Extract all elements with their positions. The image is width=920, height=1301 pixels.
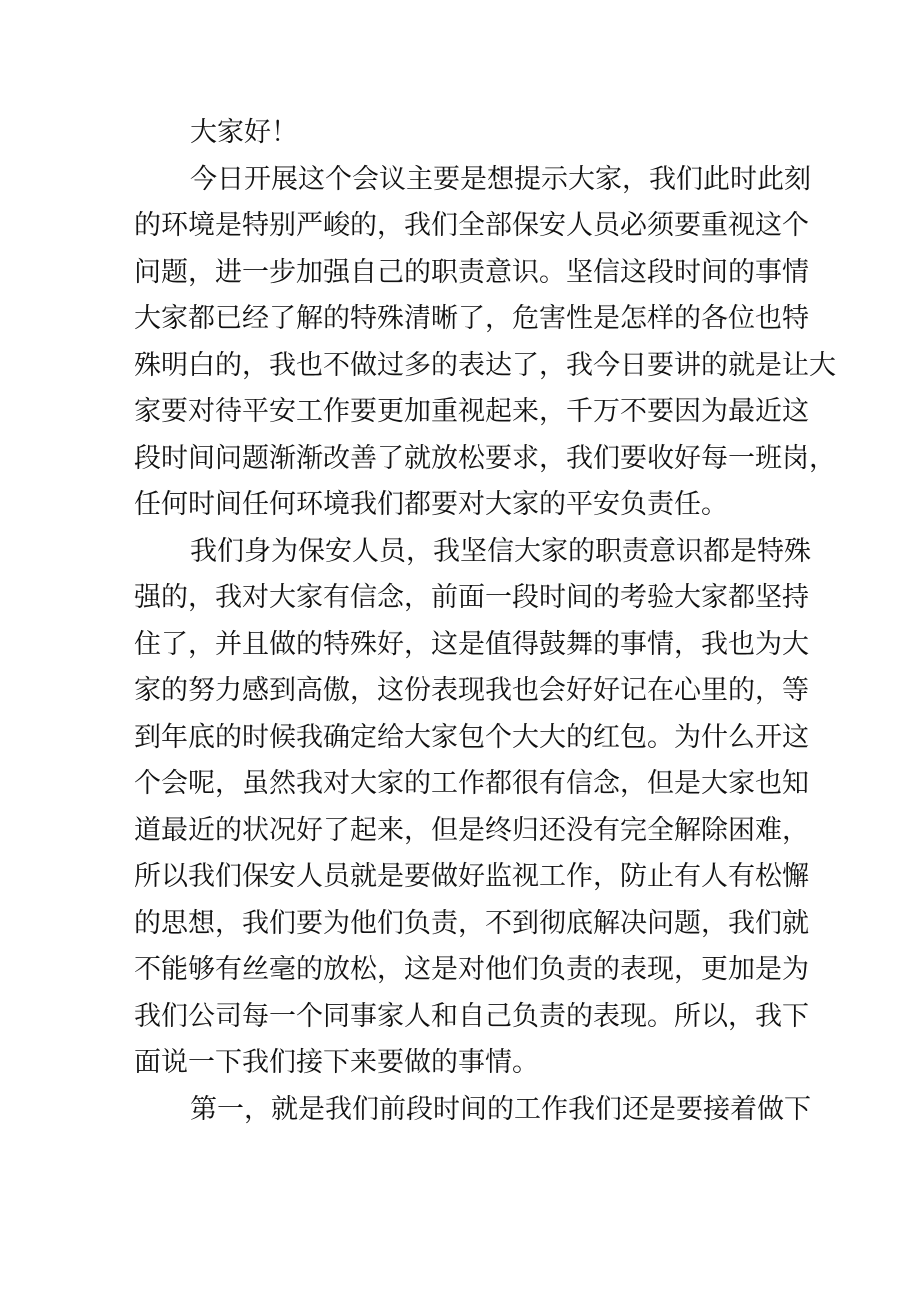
text-line: 我们身为保安人员，我坚信大家的职责意识都是特殊 <box>190 535 811 567</box>
text-line: 所以我们保安人员就是要做好监视工作，防止有人有松懈 <box>134 861 809 892</box>
text-line: 的思想，我们要为他们负责，不到彻底解决问题，我们就 <box>134 907 809 939</box>
text-line: 段时间问题渐渐改善了就放松要求，我们要收好每一班岗， <box>134 442 836 474</box>
paragraph-2 <box>134 529 811 1087</box>
text-line: 我们公司每一个同事家人和自己负责的表现。所以，我下 <box>134 1000 809 1032</box>
text-line: 到年底的时候我确定给大家包个大大的红包。为什么开这 <box>134 721 809 753</box>
text-line: 住了，并且做的特殊好，这是值得鼓舞的事情，我也为大 <box>134 628 809 660</box>
text-line: 第一，就是我们前段时间的工作我们还是要接着做下 <box>190 1093 811 1125</box>
text-line: 今日开展这个会议主要是想提示大家，我们此时此刻 <box>190 163 811 195</box>
text-line: 问题，进一步加强自己的职责意识。坚信这段时间的事情 <box>134 256 809 288</box>
text-line: 道最近的状况好了起来，但是终归还没有完全解除困难， <box>134 814 809 846</box>
text-line: 大家都已经了解的特殊清晰了，危害性是怎样的各位也特 <box>134 303 809 334</box>
document-body <box>134 110 836 1133</box>
text-line: 的环境是特别严峻的，我们全部保安人员必须要重视这个 <box>134 210 809 241</box>
greeting-line: 大家好！ <box>190 117 298 148</box>
text-line: 强的，我对大家有信念，前面一段时间的考验大家都坚持 <box>134 582 809 613</box>
text-line: 任何时间任何环境我们都要对大家的平安负责任。 <box>134 489 728 520</box>
text-line: 家要对待平安工作要更加重视起来，千万不要因为最近这 <box>134 396 809 427</box>
paragraph-3 <box>134 1087 811 1134</box>
paragraph-1 <box>134 157 836 529</box>
text-line: 个会呢，虽然我对大家的工作都很有信念，但是大家也知 <box>134 768 809 799</box>
text-line: 家的努力感到高傲，这份表现我也会好好记在心里的，等 <box>134 675 809 706</box>
text-line: 不能够有丝毫的放松，这是对他们负责的表现，更加是为 <box>134 954 809 985</box>
text-line: 面说一下我们接下来要做的事情。 <box>134 1047 539 1078</box>
text-line: 殊明白的，我也不做过多的表达了，我今日要讲的就是让大 <box>134 349 836 381</box>
